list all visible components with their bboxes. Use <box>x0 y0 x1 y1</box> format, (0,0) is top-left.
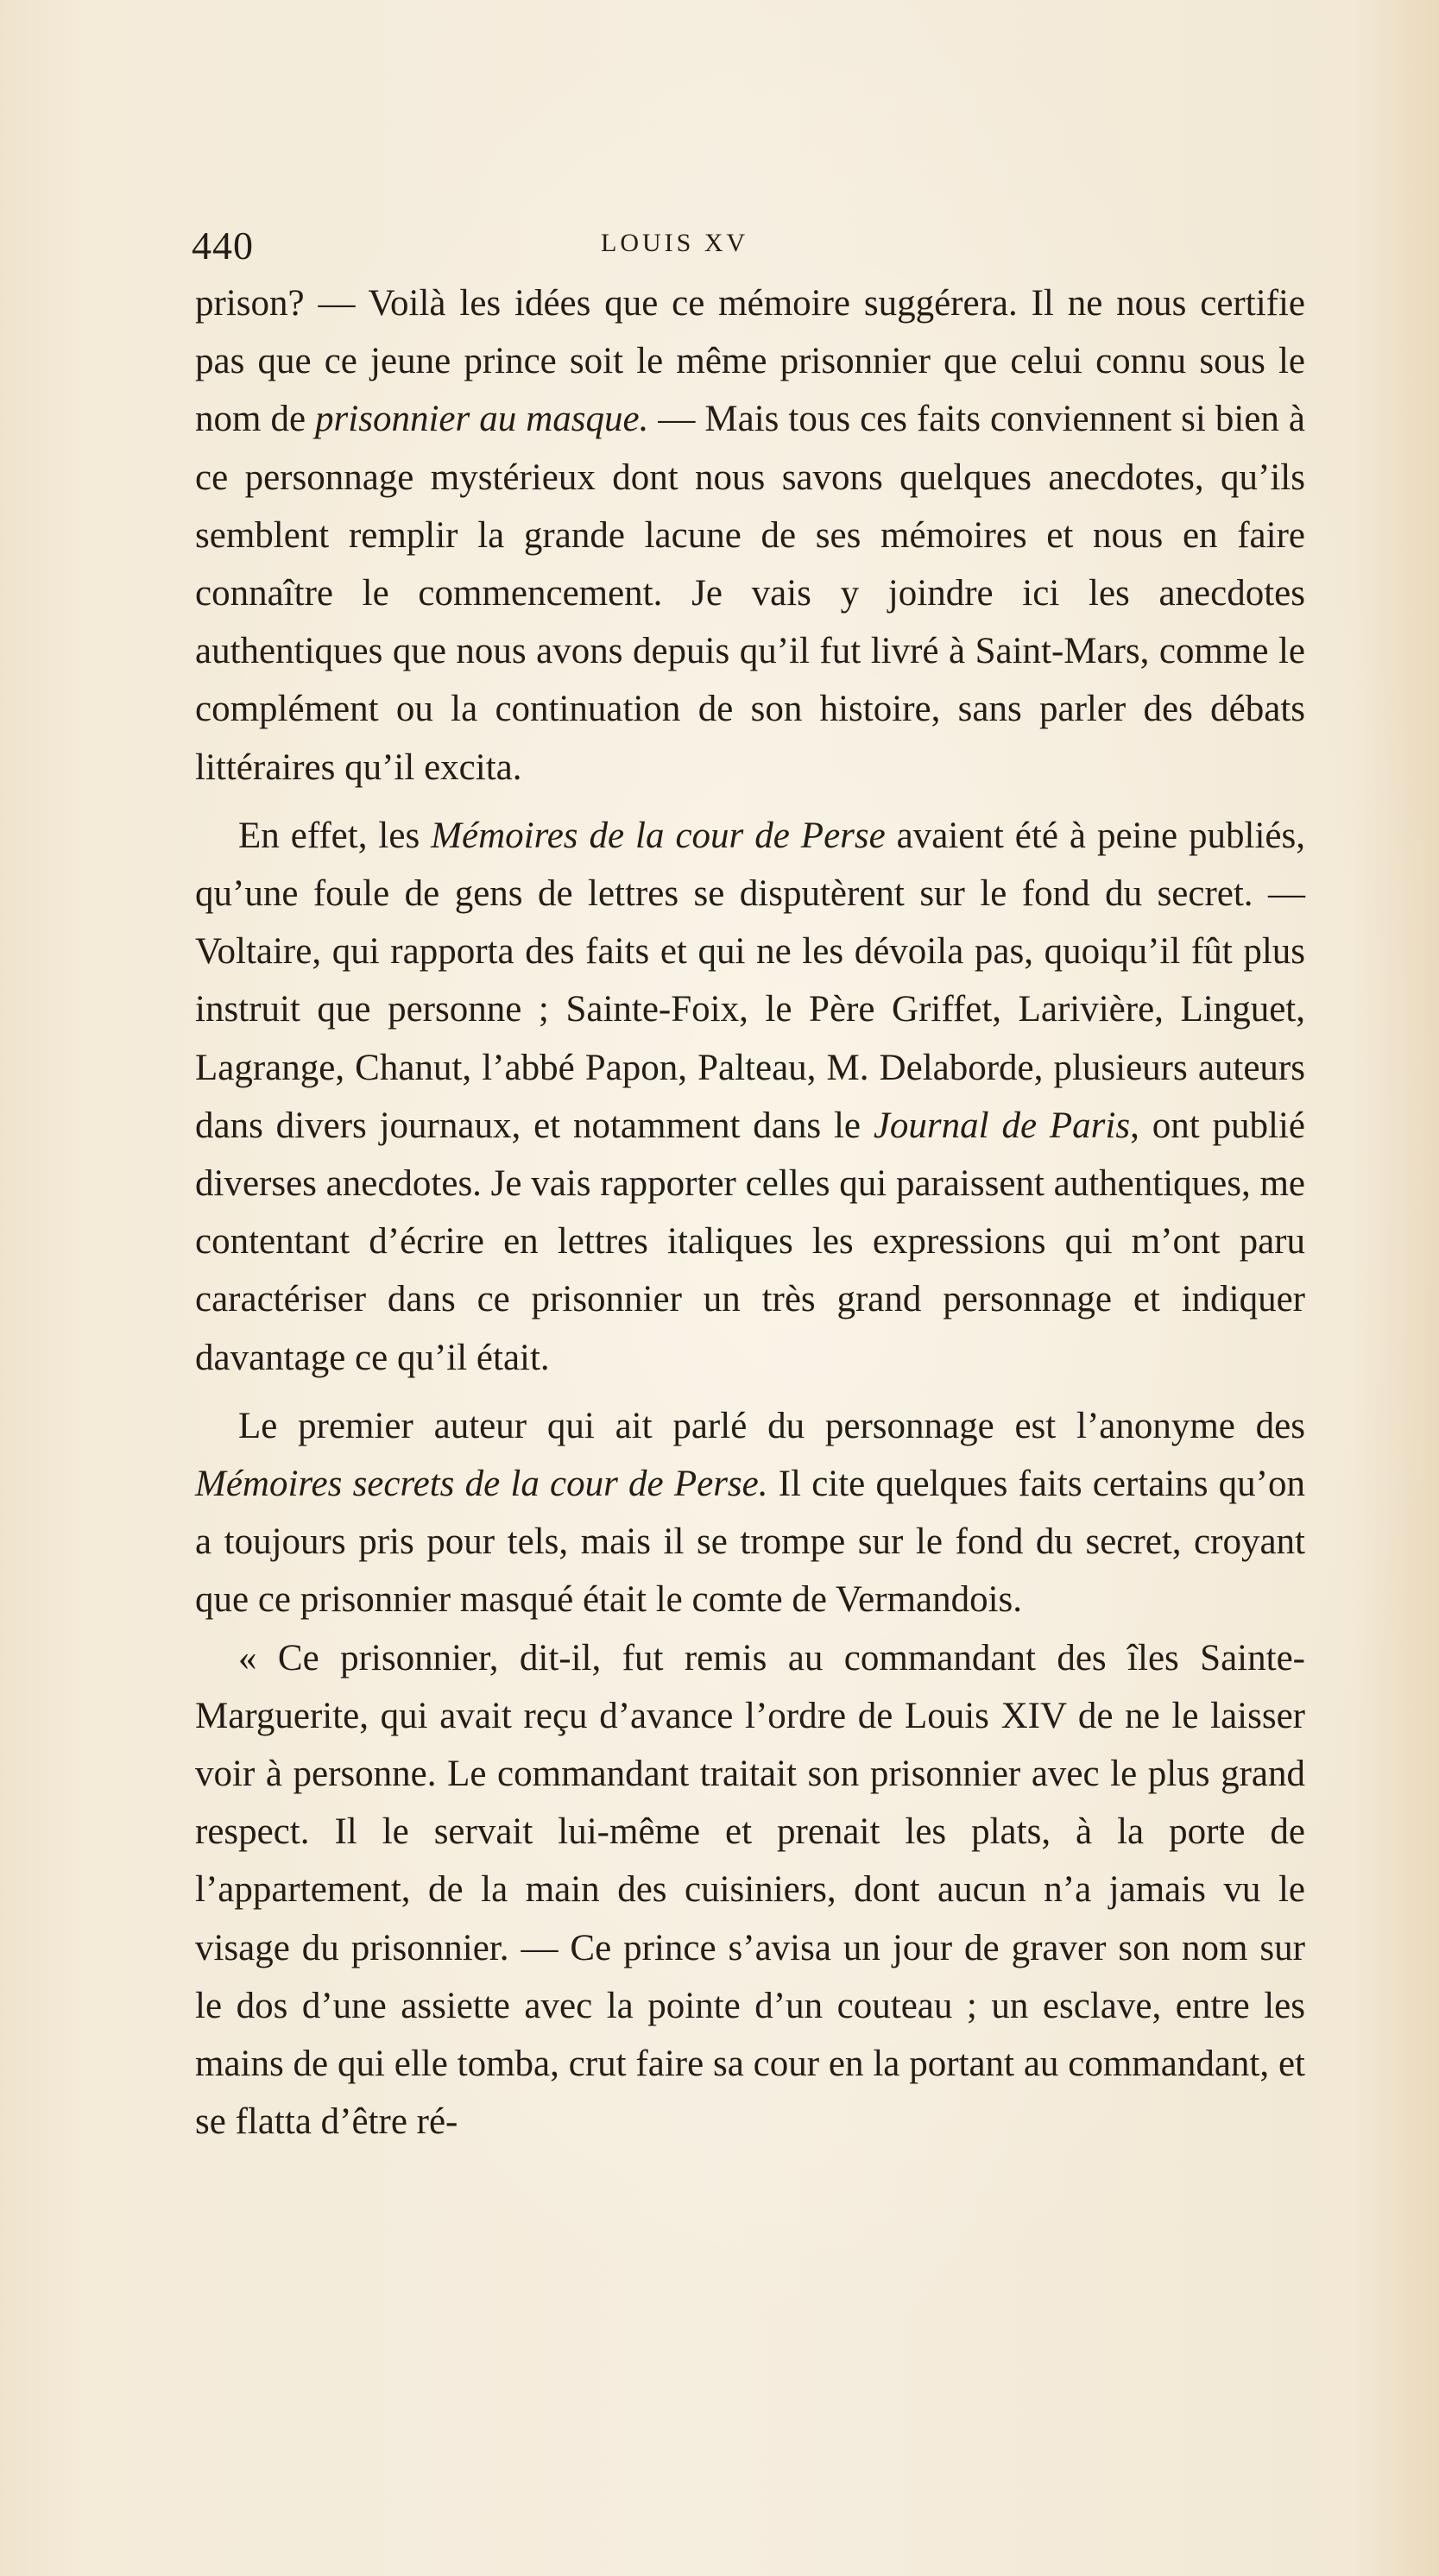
text-segment: avaient été à peine publiés, qu’une foule de gens de lettres se disputèrent sur le fond du secret. — Voltaire, qui rapporta des faits et qui ne les dévoila pas, quoiqu’il fût plus instruit que personne ; Sainte-Foix, le Père Griffet, Larivière, Linguet, Lagrange, Chanut, l’abbé Papon, Palteau, M. Delaborde, plusieurs auteurs dans divers journaux, et notamment dans le <box>195 815 1305 1146</box>
text-segment: , ont publié diverses anecdotes. Je vais rapporter celles qui paraissent authentiques, me contentant d’écrire en lettres italiques les expressions qui m’ont paru caractériser dans ce prisonnier un très grand personnage et indiquer davantage ce qu’il était. <box>195 1105 1305 1378</box>
text-segment: — Mais tous ces faits conviennent si bien à ce personnage mystérieux dont nous savons quelques anecdotes, qu’ils semblent remplir la grande lacune de ses mémoires et nous en faire connaître le commencement. Je vais y joindre ici les anecdotes authentiques que nous avons depuis qu’il fut livré à Saint-Mars, comme le complément ou la continuation de son histoire, sans parler des débats littéraires qu’il excita. <box>195 399 1305 788</box>
italic-segment: Journal de Paris <box>873 1105 1131 1146</box>
italic-segment: prisonnier au masque. <box>315 399 649 440</box>
text-segment: Il cite quelques faits certains qu’on a toujours pris pour tels, mais il se trompe sur le fond du secret, croyant que ce prisonnier masqué était le comte de Vermandois. <box>195 1464 1305 1621</box>
text-segment: En effet, les <box>238 815 432 856</box>
text-segment: prison? — Voilà les idées que ce mémoire suggérera. Il ne nous certifie pas que ce jeune prince soit le même prisonnier que celui connu sous le nom de <box>195 283 1305 440</box>
italic-segment: Mémoires de la cour de Perse <box>431 815 886 856</box>
paragraph-4 <box>195 1629 1305 2151</box>
page-number: 440 <box>192 224 254 268</box>
paragraph-2 <box>195 807 1305 1387</box>
running-title: LOUIS XV <box>601 229 749 257</box>
text-segment: « Ce prisonnier, dit-il, fut remis au commandant des îles Sainte-Marguerite, qui avait reçu d’avance l’ordre de Louis XIV de ne le laisser voir à personne. Le commandant traitait son prisonnier avec le plus grand respect. Il le servait lui-même et prenait les plats, à la porte de l’appartement, de la main des cuisiniers, dont aucun n’a jamais vu le visage du prisonnier. — Ce prince s’avisa un jour de graver son nom sur le dos d’une assiette avec la pointe d’un couteau ; un esclave, entre les mains de qui elle tomba, crut faire sa cour en la portant au commandant, et se flatta d’être ré- <box>195 1637 1305 2143</box>
text-segment: Le premier auteur qui ait parlé du personnage est l’anonyme des <box>238 1405 1305 1446</box>
body-text <box>195 274 1305 2151</box>
paragraph-1 <box>195 274 1305 797</box>
paragraph-3 <box>195 1397 1305 1629</box>
italic-segment: Mémoires secrets de la cour de Perse. <box>195 1464 768 1505</box>
